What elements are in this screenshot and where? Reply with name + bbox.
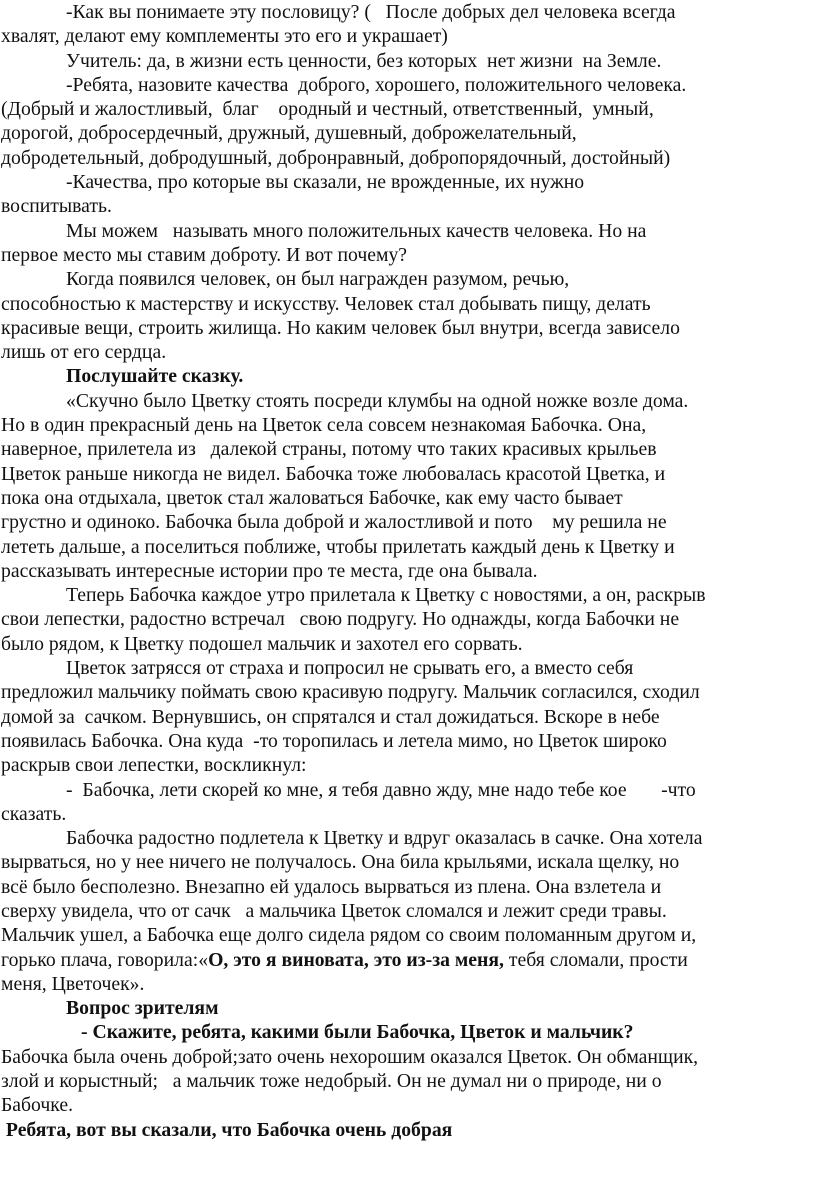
text-line: - Бабочка, лети скорей ко мне, я тебя давно жду, мне надо тебе кое -что [66,778,696,801]
text-line: Мы можем называть много положительных качеств человека. Но на [66,219,647,242]
text-line: Вопрос зрителям [66,997,219,1020]
text-line: меня, Цветочек». [1,972,145,995]
text-line: красивые вещи, строить жилища. Но каким человек был внутри, всегда зависело [1,316,680,339]
text-line: предложил мальчику поймать свою красивую подругу. Мальчик согласился, сходил [1,681,700,704]
text-line: лететь дальше, а поселиться поближе, чтобы прилетать каждый день к Цветку и [1,535,675,558]
text-line: Когда появился человек, он был награжден разумом, речью, [66,268,570,291]
text-line: «Скучно было Цветку стоять посреди клумбы на одной ножке возле дома. [66,389,689,412]
text-line: наверное, прилетела из далекой страны, потому что таких красивых крыльев [1,438,657,461]
text-line: -Ребята, назовите качества доброго, хорошего, положительного человека. [66,73,687,96]
text-line: Бабочка радостно подлетела к Цветку и вдруг оказалась в сачке. Она хотела [66,827,703,850]
text-line: Цветок затрясся от страха и попросил не срывать его, а вместо себя [66,657,634,680]
text-line: Цветок раньше никогда не видел. Бабочка тоже любовалась красотой Цветка, и [1,462,666,485]
text-line: сказать. [1,802,67,825]
text-line: Послушайте сказку. [66,365,244,388]
document-body [1,0,815,1142]
text-line: грустно и одиноко. Бабочка была доброй и жалостливой и пото му решила не [1,511,667,534]
text-line: лишь от его сердца. [1,341,167,364]
text-line: рассказывать интересные истории про те места, где она бывала. [1,559,538,582]
text-line: вырваться, но у нее ничего не получалось. Она била крыльями, искала щелку, но [1,851,680,874]
text-line: сверху увидела, что от сачк а мальчика Цветок сломался и лежит среди травы. [1,899,667,922]
text-line: пока она отдыхала, цветок стал жаловаться Бабочке, как ему часто бывает [1,486,623,509]
text-line: злой и корыстный; а мальчик тоже недобрый. Он не думал ни о природе, ни о [1,1070,662,1093]
text-line: способностью к мастерству и искусству. Человек стал добывать пищу, делать [1,292,651,315]
text-line: (Добрый и жалостливый, благ ородный и честный, ответственный, умный, [1,98,654,121]
text-span: тебя сломали, прости [503,948,688,971]
text-line: всё было бесполезно. Внезапно ей удалось вырваться из плена. Она взлетела и [1,875,662,898]
text-line: было рядом, к Цветку подошел мальчик и захотел его сорвать. [1,632,523,655]
text-line: Но в один прекрасный день на Цветок села совсем незнакомая Бабочка. Она, [1,414,647,437]
text-line: домой за сачком. Вернувшись, он спрятался и стал дожидаться. Вскоре в небе [1,705,660,728]
text-line: Теперь Бабочка каждое утро прилетала к Цветку с новостями, а он, раскрыв [66,584,706,607]
text-line: первое место мы ставим доброту. И вот почему? [1,243,408,266]
text-line: Учитель: да, в жизни есть ценности, без которых нет жизни на Земле. [66,49,662,72]
text-line: дорогой, добросердечный, дружный, душевный, доброжелательный, [1,122,577,145]
text-line: появилась Бабочка. Она куда -то торопилась и летела мимо, но Цветок широко [1,729,667,752]
text-line: добродетельный, добродушный, добронравный, добропорядочный, достойный) [1,146,671,169]
text-line: -Как вы понимаете эту пословицу? ( После добрых дел человека всегда [66,1,676,23]
text-line: раскрыв свои лепестки, воскликнул: [1,754,307,777]
text-line: -Качества, про которые вы сказали, не врожденные, их нужно [66,171,585,194]
text-line: хвалят, делают ему комплементы это его и украшает) [1,25,448,48]
text-line [1,948,815,972]
bold-text-span: О, это я виновата, это из-за меня, [208,948,504,971]
text-line: Ребята, вот вы сказали, что Бабочка очень добрая [1,1118,453,1141]
text-span: горько плача, говорила:« [1,948,209,971]
text-line: воспитывать. [1,195,112,218]
text-line: Бабочка была очень доброй;зато очень нехорошим оказался Цветок. Он обманщик, [1,1045,699,1068]
text-line: Мальчик ушел, а Бабочка еще долго сидела рядом со своим поломанным другом и, [1,924,697,947]
text-line: Бабочке. [1,1094,74,1117]
text-line: свои лепестки, радостно встречал свою подругу. Но однажды, когда Бабочки не [1,608,680,631]
text-line: - Скажите, ребята, какими были Бабочка, Цветок и мальчик? [81,1021,634,1044]
